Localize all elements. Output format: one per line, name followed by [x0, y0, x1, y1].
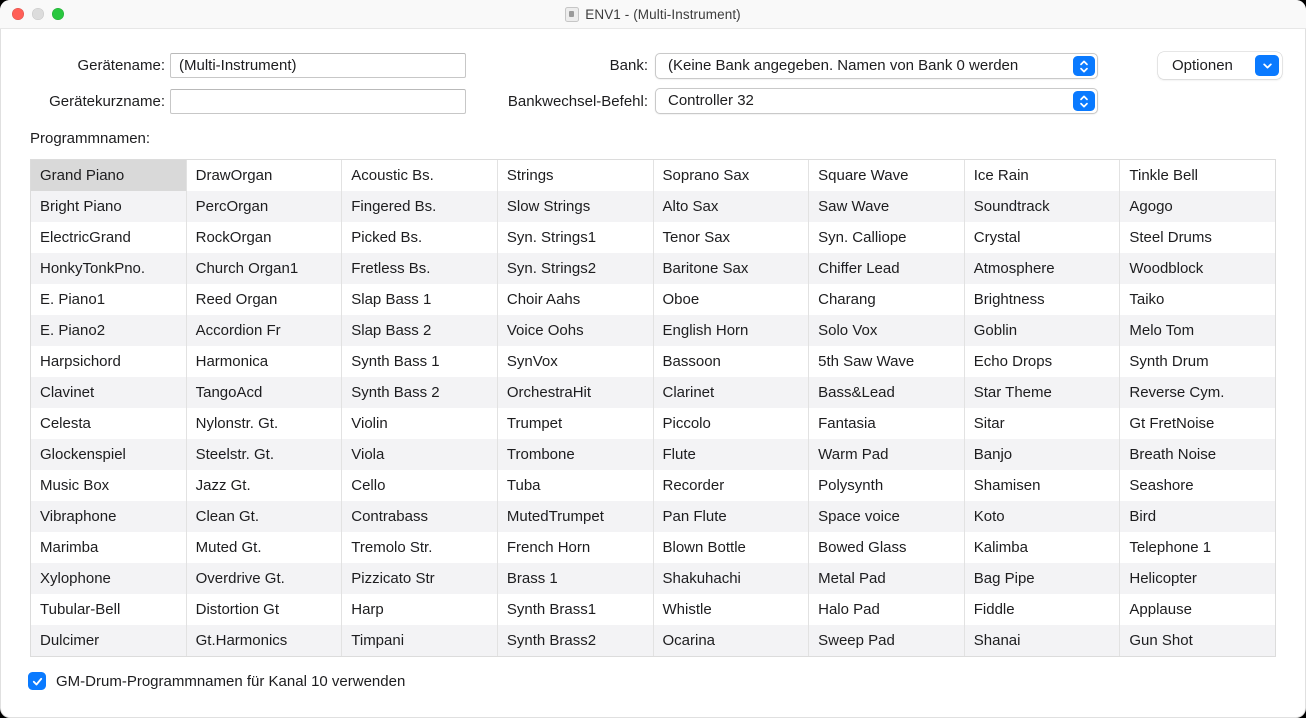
program-cell[interactable]: Reed Organ: [187, 284, 342, 315]
program-cell[interactable]: Breath Noise: [1120, 439, 1275, 470]
program-cell[interactable]: RockOrgan: [187, 222, 342, 253]
program-table: [30, 159, 1276, 657]
program-cell[interactable]: Syn. Strings2: [498, 253, 653, 284]
program-cell[interactable]: Cello: [342, 470, 497, 501]
program-column: [809, 160, 965, 656]
program-names-label: Programmnamen:: [30, 130, 151, 147]
program-cell[interactable]: Contrabass: [342, 501, 497, 532]
program-cell[interactable]: Kalimba: [965, 532, 1120, 563]
program-cell[interactable]: Brass 1: [498, 563, 653, 594]
program-cell[interactable]: Synth Drum: [1120, 346, 1275, 377]
program-cell[interactable]: Harmonica: [187, 346, 342, 377]
program-cell[interactable]: Steelstr. Gt.: [187, 439, 342, 470]
program-cell[interactable]: Warm Pad: [809, 439, 964, 470]
program-cell[interactable]: Ocarina: [654, 625, 809, 656]
program-cell[interactable]: PercOrgan: [187, 191, 342, 222]
program-cell[interactable]: Helicopter: [1120, 563, 1275, 594]
program-cell[interactable]: ElectricGrand: [31, 222, 186, 253]
program-cell[interactable]: French Horn: [498, 532, 653, 563]
updown-chevron-icon: [1073, 91, 1095, 111]
program-cell[interactable]: Xylophone: [31, 563, 186, 594]
program-column: [1120, 160, 1275, 656]
options-button[interactable]: [1158, 52, 1282, 79]
program-cell[interactable]: Agogo: [1120, 191, 1275, 222]
window-controls: [12, 8, 64, 20]
program-cell[interactable]: Distortion Gt: [187, 594, 342, 625]
program-cell[interactable]: E. Piano2: [31, 315, 186, 346]
program-cell[interactable]: Saw Wave: [809, 191, 964, 222]
program-cell[interactable]: Slap Bass 2: [342, 315, 497, 346]
program-cell[interactable]: Shamisen: [965, 470, 1120, 501]
program-column: [187, 160, 343, 656]
program-cell[interactable]: Overdrive Gt.: [187, 563, 342, 594]
program-cell[interactable]: Space voice: [809, 501, 964, 532]
program-cell[interactable]: Bright Piano: [31, 191, 186, 222]
program-cell[interactable]: OrchestraHit: [498, 377, 653, 408]
program-cell[interactable]: Shanai: [965, 625, 1120, 656]
document-proxy-icon: [565, 7, 579, 22]
program-cell[interactable]: Viola: [342, 439, 497, 470]
program-cell[interactable]: Recorder: [654, 470, 809, 501]
program-cell[interactable]: Reverse Cym.: [1120, 377, 1275, 408]
program-cell[interactable]: Banjo: [965, 439, 1120, 470]
program-cell[interactable]: Tenor Sax: [654, 222, 809, 253]
program-cell[interactable]: Church Organ1: [187, 253, 342, 284]
program-cell[interactable]: Timpani: [342, 625, 497, 656]
program-column: [654, 160, 810, 656]
program-cell[interactable]: Pizzicato Str: [342, 563, 497, 594]
program-cell[interactable]: Star Theme: [965, 377, 1120, 408]
program-cell[interactable]: Fantasia: [809, 408, 964, 439]
program-cell[interactable]: Oboe: [654, 284, 809, 315]
program-cell[interactable]: Synth Bass 2: [342, 377, 497, 408]
program-cell[interactable]: Steel Drums: [1120, 222, 1275, 253]
program-cell[interactable]: Echo Drops: [965, 346, 1120, 377]
program-cell[interactable]: Metal Pad: [809, 563, 964, 594]
program-cell[interactable]: Crystal: [965, 222, 1120, 253]
program-cell[interactable]: Blown Bottle: [654, 532, 809, 563]
program-cell[interactable]: Koto: [965, 501, 1120, 532]
device-short-name-label: Gerätekurzname:: [49, 93, 165, 110]
program-cell[interactable]: Harp: [342, 594, 497, 625]
program-cell[interactable]: Celesta: [31, 408, 186, 439]
program-cell[interactable]: Woodblock: [1120, 253, 1275, 284]
program-cell[interactable]: Glockenspiel: [31, 439, 186, 470]
program-cell[interactable]: Gun Shot: [1120, 625, 1275, 656]
program-cell[interactable]: Polysynth: [809, 470, 964, 501]
program-cell[interactable]: Choir Aahs: [498, 284, 653, 315]
program-cell[interactable]: Alto Sax: [654, 191, 809, 222]
program-cell[interactable]: Halo Pad: [809, 594, 964, 625]
program-cell[interactable]: Trombone: [498, 439, 653, 470]
program-cell[interactable]: Tuba: [498, 470, 653, 501]
program-cell[interactable]: SynVox: [498, 346, 653, 377]
program-cell[interactable]: Violin: [342, 408, 497, 439]
program-cell[interactable]: Grand Piano: [31, 160, 186, 191]
program-cell[interactable]: Square Wave: [809, 160, 964, 191]
program-column: [342, 160, 498, 656]
program-cell[interactable]: Dulcimer: [31, 625, 186, 656]
program-cell[interactable]: Pan Flute: [654, 501, 809, 532]
program-cell[interactable]: Bassoon: [654, 346, 809, 377]
program-cell[interactable]: Soprano Sax: [654, 160, 809, 191]
program-cell[interactable]: HonkyTonkPno.: [31, 253, 186, 284]
updown-chevron-icon: [1073, 56, 1095, 76]
options-button-label: Optionen: [1172, 57, 1233, 74]
program-cell[interactable]: Tubular-Bell: [31, 594, 186, 625]
program-cell[interactable]: Music Box: [31, 470, 186, 501]
program-cell[interactable]: Flute: [654, 439, 809, 470]
program-cell[interactable]: Clarinet: [654, 377, 809, 408]
program-cell[interactable]: Melo Tom: [1120, 315, 1275, 346]
program-cell[interactable]: Synth Bass 1: [342, 346, 497, 377]
program-cell[interactable]: Clavinet: [31, 377, 186, 408]
program-cell[interactable]: Whistle: [654, 594, 809, 625]
program-column: [31, 160, 187, 656]
program-cell[interactable]: Slow Strings: [498, 191, 653, 222]
program-cell[interactable]: Slap Bass 1: [342, 284, 497, 315]
gm-drum-checkbox[interactable]: [28, 672, 46, 690]
gm-drum-checkbox-label: GM-Drum-Programmnamen für Kanal 10 verwenden: [56, 673, 406, 690]
program-cell[interactable]: TangoAcd: [187, 377, 342, 408]
program-cell[interactable]: Tremolo Str.: [342, 532, 497, 563]
program-cell[interactable]: Fretless Bs.: [342, 253, 497, 284]
program-cell[interactable]: Sweep Pad: [809, 625, 964, 656]
program-cell[interactable]: 5th Saw Wave: [809, 346, 964, 377]
bank-change-popup[interactable]: [655, 88, 1098, 114]
program-cell[interactable]: Syn. Strings1: [498, 222, 653, 253]
title-bar[interactable]: [0, 0, 1306, 29]
program-cell[interactable]: Syn. Calliope: [809, 222, 964, 253]
program-cell[interactable]: Applause: [1120, 594, 1275, 625]
minimize-button: [32, 8, 44, 20]
program-cell[interactable]: DrawOrgan: [187, 160, 342, 191]
program-cell[interactable]: Fingered Bs.: [342, 191, 497, 222]
program-cell[interactable]: Acoustic Bs.: [342, 160, 497, 191]
program-cell[interactable]: Soundtrack: [965, 191, 1120, 222]
program-cell[interactable]: Jazz Gt.: [187, 470, 342, 501]
program-cell[interactable]: E. Piano1: [31, 284, 186, 315]
program-cell[interactable]: Tinkle Bell: [1120, 160, 1275, 191]
program-column: [498, 160, 654, 656]
program-cell[interactable]: Bowed Glass: [809, 532, 964, 563]
program-cell[interactable]: Telephone 1: [1120, 532, 1275, 563]
program-cell[interactable]: Fiddle: [965, 594, 1120, 625]
program-cell[interactable]: Piccolo: [654, 408, 809, 439]
program-cell[interactable]: Accordion Fr: [187, 315, 342, 346]
program-cell[interactable]: Charang: [809, 284, 964, 315]
program-cell[interactable]: Sitar: [965, 408, 1120, 439]
program-cell[interactable]: Solo Vox: [809, 315, 964, 346]
program-cell[interactable]: Bass&Lead: [809, 377, 964, 408]
program-cell[interactable]: Brightness: [965, 284, 1120, 315]
program-cell[interactable]: Voice Oohs: [498, 315, 653, 346]
program-cell[interactable]: Taiko: [1120, 284, 1275, 315]
chevron-down-icon: [1255, 55, 1279, 76]
program-cell[interactable]: Synth Brass1: [498, 594, 653, 625]
program-cell[interactable]: MutedTrumpet: [498, 501, 653, 532]
program-cell[interactable]: Seashore: [1120, 470, 1275, 501]
zoom-button[interactable]: [52, 8, 64, 20]
bank-change-label: Bankwechsel-Befehl:: [507, 93, 648, 110]
window-title: ENV1 - (Multi-Instrument): [585, 6, 741, 22]
program-cell[interactable]: Picked Bs.: [342, 222, 497, 253]
bank-label: Bank:: [609, 57, 648, 74]
program-cell[interactable]: Gt.Harmonics: [187, 625, 342, 656]
program-cell[interactable]: Atmosphere: [965, 253, 1120, 284]
bank-popup[interactable]: [655, 53, 1098, 79]
program-cell[interactable]: Baritone Sax: [654, 253, 809, 284]
program-cell[interactable]: Bird: [1120, 501, 1275, 532]
program-cell[interactable]: Chiffer Lead: [809, 253, 964, 284]
program-cell[interactable]: Harpsichord: [31, 346, 186, 377]
program-cell[interactable]: Gt FretNoise: [1120, 408, 1275, 439]
program-cell[interactable]: Marimba: [31, 532, 186, 563]
program-cell[interactable]: Trumpet: [498, 408, 653, 439]
device-name-label: Gerätename:: [77, 57, 165, 74]
program-cell[interactable]: Goblin: [965, 315, 1120, 346]
program-column: [965, 160, 1121, 656]
program-cell[interactable]: Vibraphone: [31, 501, 186, 532]
bank-popup-value: (Keine Bank angegeben. Namen von Bank 0 werden: [668, 57, 1019, 74]
close-button[interactable]: [12, 8, 24, 20]
program-cell[interactable]: Synth Brass2: [498, 625, 653, 656]
program-cell[interactable]: Muted Gt.: [187, 532, 342, 563]
checkmark-icon: [31, 675, 44, 688]
program-cell[interactable]: Nylonstr. Gt.: [187, 408, 342, 439]
program-cell[interactable]: Bag Pipe: [965, 563, 1120, 594]
program-cell[interactable]: Clean Gt.: [187, 501, 342, 532]
bank-change-popup-value: Controller 32: [668, 92, 754, 109]
device-name-field[interactable]: (Multi-Instrument): [170, 53, 466, 78]
program-cell[interactable]: Ice Rain: [965, 160, 1120, 191]
program-cell[interactable]: Strings: [498, 160, 653, 191]
program-cell[interactable]: English Horn: [654, 315, 809, 346]
program-cell[interactable]: Shakuhachi: [654, 563, 809, 594]
